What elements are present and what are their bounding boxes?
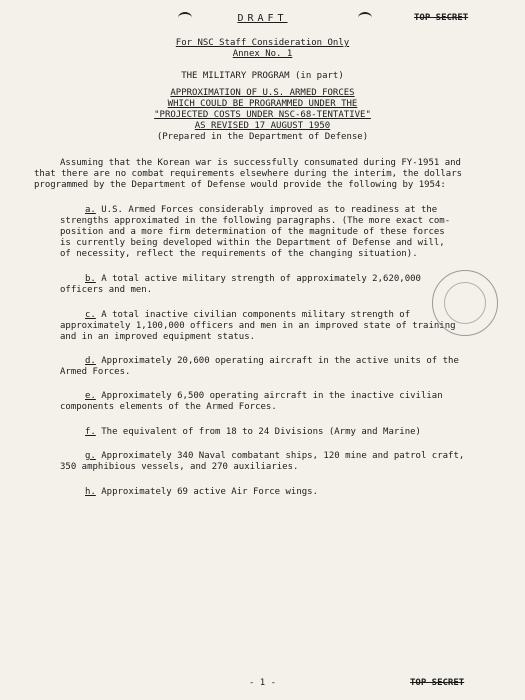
item-f: [60, 427, 490, 438]
approx-line-4: AS REVISED 17 AUGUST 1950: [194, 121, 331, 131]
item-line: A total active military strength of approximately 2,620,000: [95, 274, 421, 284]
item-line: U.S. Armed Forces considerably improved as to readiness at the: [95, 205, 438, 215]
item-e: [60, 391, 490, 413]
archive-stamp: [432, 270, 498, 336]
item-letter: e.: [85, 391, 96, 401]
item-line: of necessity, reflect the requirements of the changing situation).: [60, 249, 418, 259]
item-line: Armed Forces.: [60, 367, 131, 377]
item-line: position and a more firm determination of the magnitude of these forces: [60, 227, 445, 237]
intro-line: programmed by the Department of Defense would provide the following by 1954:: [34, 180, 446, 190]
item-line: approximately 1,100,000 officers and men in an improved state of training: [60, 321, 456, 331]
item-letter: d.: [85, 356, 96, 366]
annex-label: Annex No. 1: [232, 49, 293, 59]
item-line: strengths approximated in the following paragraphs. (The more exact com-: [60, 216, 451, 226]
intro-paragraph: [34, 158, 494, 191]
prepared-line: (Prepared in the Department of Defense): [156, 132, 369, 142]
classification-top: TOP SECRET: [414, 13, 469, 23]
item-line: and in an improved equipment status.: [60, 332, 256, 342]
approx-line-2: WHICH COULD BE PROGRAMMED UNDER THE: [167, 99, 358, 109]
item-letter: a.: [85, 205, 96, 215]
item-h: [60, 487, 490, 498]
item-line: is currently being developed within the Department of Defense and will,: [60, 238, 445, 248]
item-line: components elements of the Armed Forces.: [60, 402, 277, 412]
draft-label: DRAFT: [237, 13, 288, 24]
item-line: Approximately 6,500 operating aircraft in the inactive civilian: [95, 391, 443, 401]
item-line: The equivalent of from 18 to 24 Divisions (Army and Marine): [95, 427, 421, 437]
approx-line-3: "PROJECTED COSTS UNDER NSC-68-TENTATIVE": [154, 110, 371, 120]
item-line: Approximately 340 Naval combatant ships, 120 mine and patrol craft,: [95, 451, 465, 461]
item-letter: h.: [85, 487, 96, 497]
item-line: A total inactive civilian components military strength of: [95, 310, 411, 320]
item-line: 350 amphibious vessels, and 270 auxiliaries.: [60, 462, 299, 472]
archive-stamp-inner: [444, 282, 486, 324]
item-line: officers and men.: [60, 285, 153, 295]
item-letter: c.: [85, 310, 96, 320]
item-line: Approximately 69 active Air Force wings.: [95, 487, 319, 497]
program-title: THE MILITARY PROGRAM (in part): [181, 71, 344, 81]
intro-line: that there are no combat requirements elsewhere during the interim, the dollars: [34, 169, 463, 179]
approx-line-1: APPROXIMATION OF U.S. ARMED FORCES: [170, 88, 355, 98]
classification-bottom: TOP SECRET: [410, 678, 465, 688]
item-letter: f.: [85, 427, 96, 437]
item-g: [60, 451, 490, 473]
item-a: [60, 205, 490, 260]
staff-line: For NSC Staff Consideration Only: [175, 38, 350, 48]
item-d: [60, 356, 490, 378]
item-c: [60, 310, 490, 343]
item-b: [60, 274, 490, 296]
page-number: - 1 -: [248, 678, 277, 688]
item-line: Approximately 20,600 operating aircraft in the active units of the: [95, 356, 459, 366]
intro-line: Assuming that the Korean war is successfully consumated during FY-1951 and: [60, 158, 461, 168]
item-letter: b.: [85, 274, 96, 284]
item-letter: g.: [85, 451, 96, 461]
